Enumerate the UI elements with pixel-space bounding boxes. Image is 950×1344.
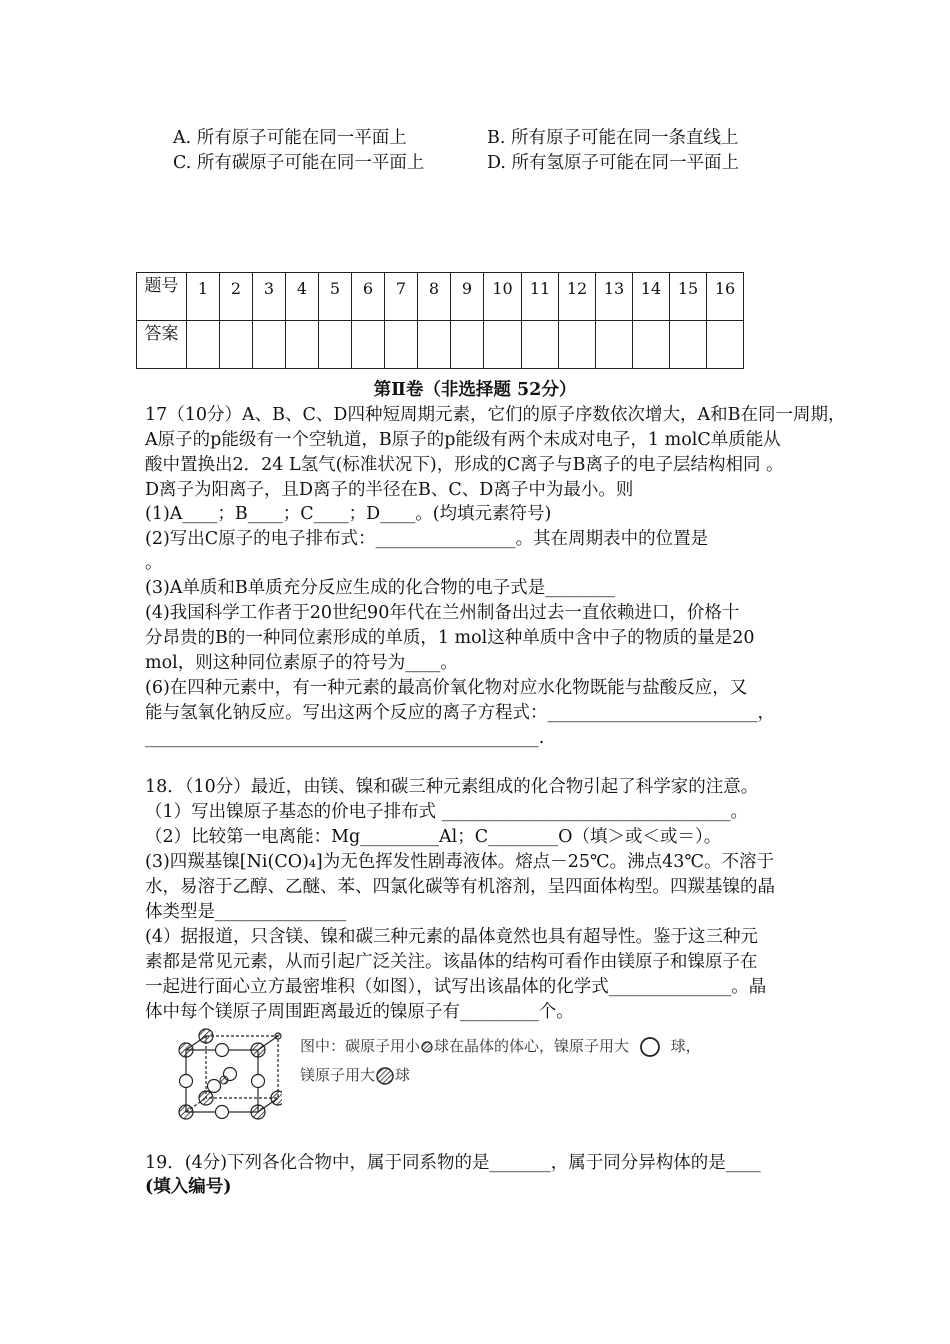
answer-cell[interactable] [484,321,522,369]
option-d: D. 所有氢原子可能在同一平面上 [487,153,740,173]
answer-cell[interactable] [633,321,670,369]
answer-cell[interactable] [319,321,352,369]
question-number-cell: 2 [220,273,253,321]
answer-cell[interactable] [385,321,418,369]
large-hatched-ball-icon [375,1066,395,1086]
q18-line: 水，易溶于乙醇、乙醚、苯、四氯化碳等有机溶剂，呈四面体构型。四羰基镍的晶 [145,877,775,897]
answer-cell[interactable] [187,321,220,369]
q17-line: 酸中置换出2．24 L氢气(标准状况下)，形成的C离子与B离子的电子层结构相同 。 [145,455,784,475]
answer-cell[interactable] [253,321,286,369]
option-c: C. 所有碳原子可能在同一平面上 [173,153,425,173]
crystal-structure-figure [172,1028,282,1120]
q19-line: 19．(4分)下列各化合物中，属于同系物的是_______，属于同分异构体的是____ [145,1153,761,1173]
q18-line: 体中每个镁原子周围距离最近的镍原子有_________个。 [145,1002,574,1022]
q17-line: (6)在四种元素中，有一种元素的最高价氧化物对应水化物既能与盐酸反应，又 [145,678,748,698]
answer-table [136,272,744,369]
caption-carbon-text: 图中：碳原子用小 [300,1037,421,1055]
q18-line: （2）比较第一电离能：Mg_________Al；C________O（填＞或＜或＝）。 [145,827,722,847]
answer-cell[interactable] [352,321,385,369]
figure-caption-line2 [300,1064,410,1086]
q17-line: (1)A____；B____；C____；D____。(均填元素符号) [145,504,552,524]
question-number-cell: 10 [484,273,522,321]
q18-line: (4）据报道，只含镁、镍和碳三种元素的晶体竟然也具有超导性。鉴于这三种元 [145,927,758,947]
table-header-question-number: 题号 [137,273,187,321]
question-number-cell: 12 [559,273,596,321]
q17-line: mol，则这种同位素原子的符号为____。 [145,653,458,673]
option-b: B. 所有原子可能在同一条直线上 [487,128,739,148]
caption-ball-text-2: 球 [395,1066,411,1084]
caption-ball-text: 球， [670,1037,701,1055]
question-number-cell: 8 [418,273,451,321]
q18-line: 一起进行面心立方最密堆积（如图），试写出该晶体的化学式______________。晶 [145,977,767,997]
q18-line: 素都是常见元素，从而引起广泛关注。该晶体的结构可看作由镁原子和镍原子在 [145,952,758,972]
q18-line: 18．（10分）最近，由镁、镍和碳三种元素组成的化合物引起了科学家的注意。 [145,777,759,797]
question-number-cell: 3 [253,273,286,321]
question-number-cell: 16 [707,273,744,321]
question-number-cell: 14 [633,273,670,321]
question-number-cell: 15 [670,273,707,321]
option-a: A. 所有原子可能在同一平面上 [173,128,407,148]
q17-line: 分昂贵的B的一种同位素形成的单质，1 mol这种单质中含中子的物质的量是20 [145,628,755,648]
answer-cell[interactable] [286,321,319,369]
answer-cell[interactable] [522,321,559,369]
q17-line: (4)我国科学工作者于20世纪90年代在兰州制备出过去一直依赖进口，价格十 [145,603,740,623]
answer-cell[interactable] [670,321,707,369]
caption-magnesium-text: 镁原子用大 [300,1066,376,1084]
q18-line: （1）写出镍原子基态的价电子排布式 _________________________________。 [145,802,748,822]
question-number-cell: 6 [352,273,385,321]
q17-line: A原子的p能级有一个空轨道，B原子的p能级有两个未成对电子，1 molC单质能从 [145,430,781,450]
question-number-cell: 4 [286,273,319,321]
question-number-cell: 11 [522,273,559,321]
table-header-answer: 答案 [137,321,187,369]
q17-line: 。 [145,553,163,573]
answer-cell[interactable] [707,321,744,369]
question-number-cell: 7 [385,273,418,321]
answer-cell[interactable] [451,321,484,369]
q19-line: (填入编号) [145,1177,232,1197]
large-open-ball-icon [638,1035,662,1059]
question-number-cell: 13 [596,273,633,321]
answer-table-number-row [137,273,744,321]
answer-cell[interactable] [559,321,596,369]
q18-line: 体类型是_______________ [145,902,347,922]
question-number-cell: 9 [451,273,484,321]
answer-cell[interactable] [220,321,253,369]
q17-line: _____________________________________________. [145,728,545,748]
small-hatched-ball-icon [420,1040,434,1054]
q17-line: D离子为阳离子，且D离子的半径在B、C、D离子中为最小。则 [145,480,634,500]
caption-nickel-text: 球在晶体的体心，镍原子用大 [434,1037,630,1055]
q17-line: (2)写出C原子的电子排布式：________________。其在周期表中的位置是 [145,529,709,549]
section-title: 第Ⅱ卷（非选择题 52分） [373,380,577,400]
q17-line: (3)A单质和B单质充分反应生成的化合物的电子式是________ [145,578,616,598]
answer-table-answer-row [137,321,744,369]
q18-line: (3)四羰基镍[Ni(CO)₄]为无色挥发性剧毒液体。熔点－25℃。沸点43℃。不溶于 [145,852,774,872]
q17-line: 能与氢氧化钠反应。写出这两个反应的离子方程式：________________________， [145,703,775,723]
answer-cell[interactable] [596,321,633,369]
answer-cell[interactable] [418,321,451,369]
figure-caption-line1 [300,1035,701,1059]
q17-line: 17（10分）A、B、C、D四种短周期元素，它们的原子序数依次增大，A和B在同一周期， [145,405,846,425]
question-number-cell: 1 [187,273,220,321]
question-number-cell: 5 [319,273,352,321]
